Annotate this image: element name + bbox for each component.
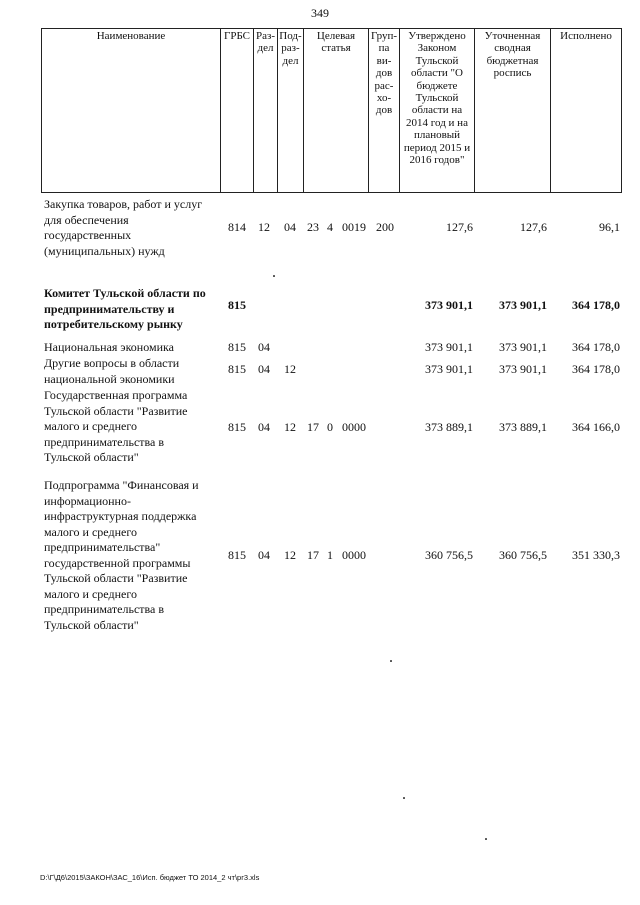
row-name: Закупка товаров, работ и услуг для обеспечения государственных (муниципальных) нужд	[44, 197, 203, 258]
header-razdel: Раз- дел	[255, 30, 275, 55]
header-podrazdel: Под- раз- дел	[279, 30, 302, 67]
row-utochnennaya: 373 901,1	[499, 340, 547, 354]
row-podrazdel: 04	[284, 220, 296, 234]
row-razdel: 04	[258, 362, 270, 376]
scan-speck	[485, 838, 487, 840]
header-utverzhdeno: Утверждено Законом Тульской области "О бюджете Тульской области на 2014 год и на плановый период 2015 и 2016 годов"	[403, 30, 471, 167]
row-ispolneno: 96,1	[599, 220, 620, 234]
row-cs2: 0	[327, 420, 333, 434]
scan-speck	[273, 275, 275, 277]
row-utochnennaya: 373 901,1	[499, 362, 547, 376]
row-cs3: 0000	[342, 420, 366, 434]
row-cs2: 4	[327, 220, 333, 234]
table-row	[0, 286, 640, 336]
row-grbs: 815	[228, 340, 246, 354]
row-utochnennaya: 373 901,1	[499, 298, 547, 312]
header-ispolneno: Исполнено	[560, 30, 612, 42]
page-number: 349	[311, 6, 329, 20]
row-grbs: 815	[228, 548, 246, 562]
table-row	[0, 388, 640, 468]
row-ispolneno: 364 178,0	[572, 340, 620, 354]
row-ispolneno: 351 330,3	[572, 548, 620, 562]
header-utochnennaya: Уточненная сводная бюджетная роспись	[484, 30, 541, 80]
row-cs3: 0019	[342, 220, 366, 234]
row-razdel: 04	[258, 420, 270, 434]
row-cs1: 17	[307, 548, 319, 562]
row-ispolneno: 364 178,0	[572, 362, 620, 376]
row-utochnennaya: 373 889,1	[499, 420, 547, 434]
row-name: Подпрограмма "Финансовая и информационно- инфраструктурная поддержка малого и среднего предпринимательства" государственной программы Тульской области "Развитие малого и среднего предпринимательства в Тульской области"	[44, 478, 199, 632]
row-cs1: 17	[307, 420, 319, 434]
row-grbs: 814	[228, 220, 246, 234]
file-path-footer: D:\Г\Д6\2015\ЗАКОН\ЗАС_16\Исп. бюджет ТО 2014_2 чт\рг3.xls	[40, 873, 260, 882]
row-name: Другие вопросы в области национальной экономики	[44, 356, 180, 386]
row-razdel: 12	[258, 220, 270, 234]
header-name: Наименование	[96, 30, 166, 42]
table-row	[0, 197, 640, 267]
row-cs2: 1	[327, 548, 333, 562]
row-utverzhdeno: 373 901,1	[425, 362, 473, 376]
table-row	[0, 478, 640, 638]
row-utverzhdeno: 360 756,5	[425, 548, 473, 562]
row-podrazdel: 12	[284, 420, 296, 434]
row-razdel: 04	[258, 340, 270, 354]
row-ispolneno: 364 166,0	[572, 420, 620, 434]
table-row	[0, 340, 640, 356]
header-celevaya-statya: Целевая статья	[316, 30, 356, 55]
row-utverzhdeno: 373 901,1	[425, 340, 473, 354]
header-gruppa-vidov: Груп- па ви- дов рас- хо- дов	[370, 30, 398, 117]
header-grbs: ГРБС	[223, 30, 251, 42]
row-podrazdel: 12	[284, 548, 296, 562]
scan-speck	[403, 797, 405, 799]
row-utverzhdeno: 373 901,1	[425, 298, 473, 312]
row-ispolneno: 364 178,0	[572, 298, 620, 312]
row-name: Комитет Тульской области по предпринимательству и потребительскому рынку	[44, 286, 206, 331]
row-name: Национальная экономика	[44, 340, 174, 354]
row-utochnennaya: 127,6	[520, 220, 547, 234]
row-grbs: 815	[228, 298, 246, 312]
scan-speck	[390, 660, 392, 662]
table-header	[41, 28, 622, 193]
table-row	[0, 356, 640, 388]
row-cs3: 0000	[342, 548, 366, 562]
row-grbs: 815	[228, 420, 246, 434]
row-grbs: 815	[228, 362, 246, 376]
row-utochnennaya: 360 756,5	[499, 548, 547, 562]
row-razdel: 04	[258, 548, 270, 562]
row-utverzhdeno: 373 889,1	[425, 420, 473, 434]
row-cs1: 23	[307, 220, 319, 234]
row-podrazdel: 12	[284, 362, 296, 376]
row-vid: 200	[376, 220, 394, 234]
row-utverzhdeno: 127,6	[446, 220, 473, 234]
row-name: Государственная программа Тульской области "Развитие малого и среднего предпринимательства в Тульской области"	[44, 388, 188, 464]
